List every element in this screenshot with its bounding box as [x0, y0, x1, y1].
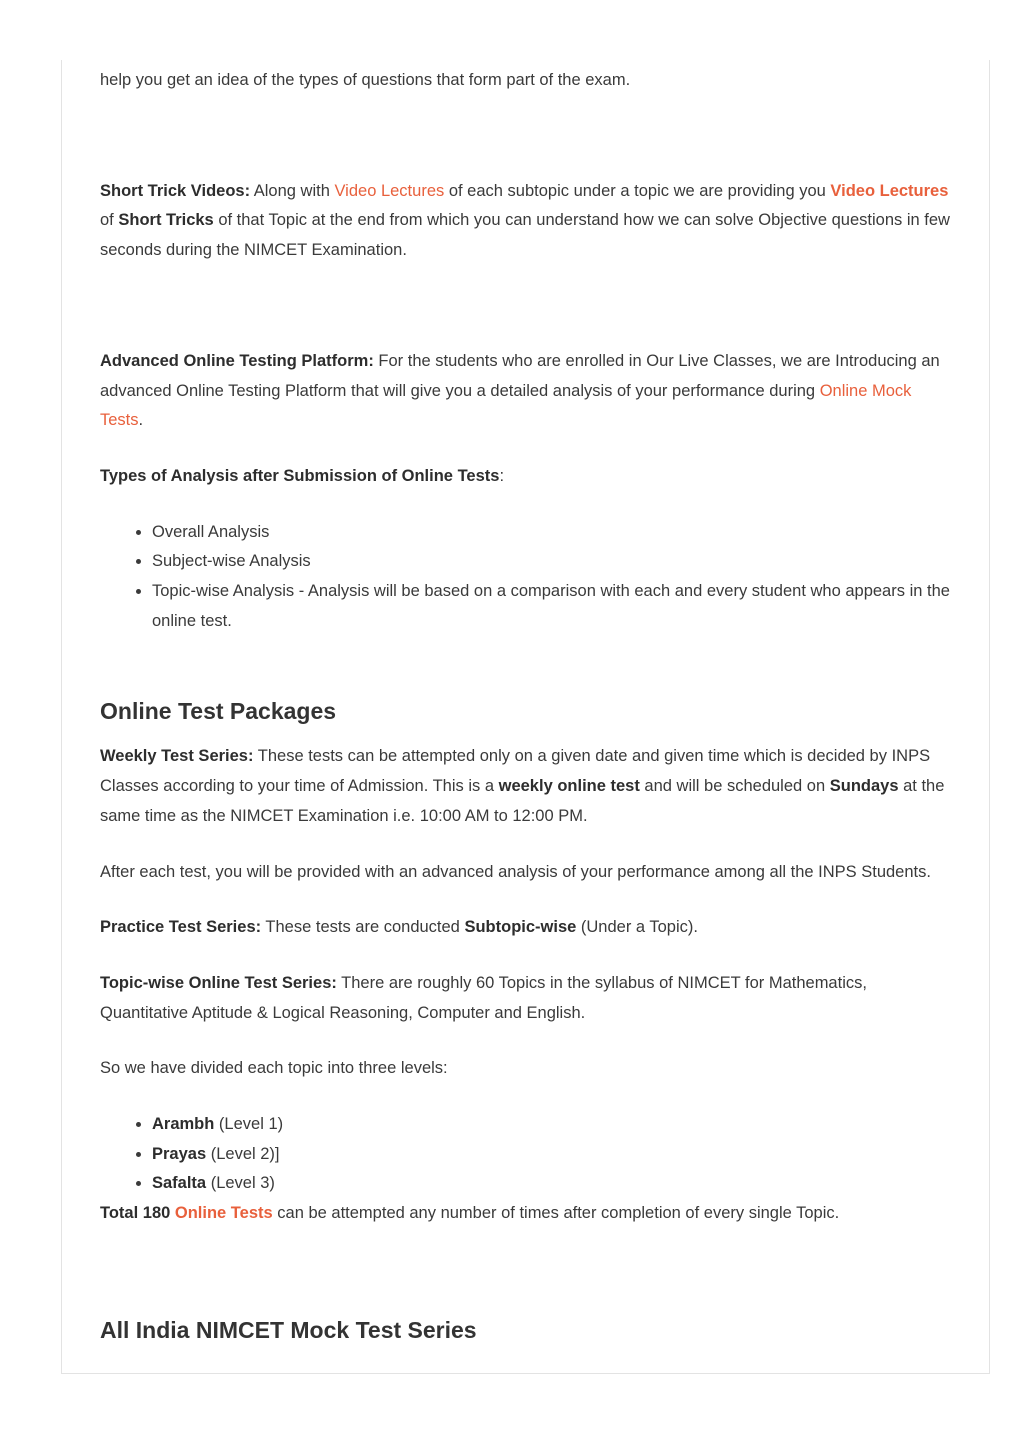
- list-item: • Prayas (Level 2)]: [152, 1140, 955, 1170]
- video-lectures-bold-link[interactable]: Video Lectures: [830, 181, 949, 200]
- online-test-packages-heading: Online Test Packages: [100, 698, 337, 725]
- practice-test-paragraph: Practice Test Series: These tests are conducted Subtopic-wise (Under a Topic).: [100, 918, 698, 937]
- practice-test-label: Practice Test Series:: [100, 918, 262, 937]
- advanced-platform-label: Advanced Online Testing Platform:: [100, 351, 374, 370]
- short-tricks-bold: Short Tricks: [118, 211, 214, 230]
- advanced-platform-paragraph: Advanced Online Testing Platform: For the students who are enrolled in Our Live Classes, we are Introducing an advanced Online Testing Platform that will give you a detailed analysis of your performance during Online Mock Tests.: [100, 351, 940, 430]
- video-lectures-link[interactable]: Video Lectures: [334, 181, 445, 200]
- list-item: • Topic-wise Analysis - Analysis will be based on a comparison with each and every student who appears in the online test.: [152, 577, 955, 636]
- weekly-test-label: Weekly Test Series:: [100, 747, 254, 766]
- levels-intro-paragraph: So we have divided each topic into three levels:: [100, 1059, 448, 1078]
- list-item: • Arambh (Level 1): [152, 1110, 955, 1140]
- levels-list: [100, 1110, 955, 1199]
- after-test-paragraph: After each test, you will be provided with an advanced analysis of your performance among all the INPS Students.: [100, 862, 931, 881]
- mock-test-series-heading: All India NIMCET Mock Test Series: [100, 1316, 477, 1343]
- topicwise-test-paragraph: Topic-wise Online Test Series: There are roughly 60 Topics in the syllabus of NIMCET for Mathematics, Quantitative Aptitude & Logical Reasoning, Computer and English.: [100, 973, 867, 1022]
- analysis-list: [100, 518, 955, 637]
- topicwise-test-label: Topic-wise Online Test Series:: [100, 973, 337, 992]
- list-item: • Subject-wise Analysis: [152, 547, 955, 577]
- short-trick-paragraph: Short Trick Videos: Along with Video Lectures of each subtopic under a topic we are providing you Video Lectures of Short Tricks of that Topic at the end from which you can understand how we can solve Objective questions in few seconds during the NIMCET Examination.: [100, 181, 950, 260]
- online-tests-link[interactable]: Online Tests: [174, 1204, 273, 1223]
- short-trick-label: Short Trick Videos:: [100, 181, 251, 200]
- list-item: • Safalta (Level 3): [152, 1169, 955, 1199]
- intro-tail-paragraph: help you get an idea of the types of questions that form part of the exam.: [100, 71, 631, 89]
- total-tests-paragraph: Total 180 Online Tests can be attempted any number of times after completion of every single Topic.: [100, 1204, 840, 1223]
- article-content: [100, 66, 955, 1345]
- analysis-types-heading: Types of Analysis after Submission of Online Tests:: [100, 466, 505, 485]
- weekly-test-paragraph: Weekly Test Series: These tests can be attempted only on a given date and given time which is decided by INPS Classes according to your time of Admission. This is a weekly online test and will be scheduled on Sundays at the same time as the NIMCET Examination i.e. 10:00 AM to 12:00 PM.: [100, 747, 945, 825]
- online-mock-tests-link[interactable]: Online Mock Tests: [100, 381, 912, 430]
- list-item: • Overall Analysis: [152, 518, 955, 548]
